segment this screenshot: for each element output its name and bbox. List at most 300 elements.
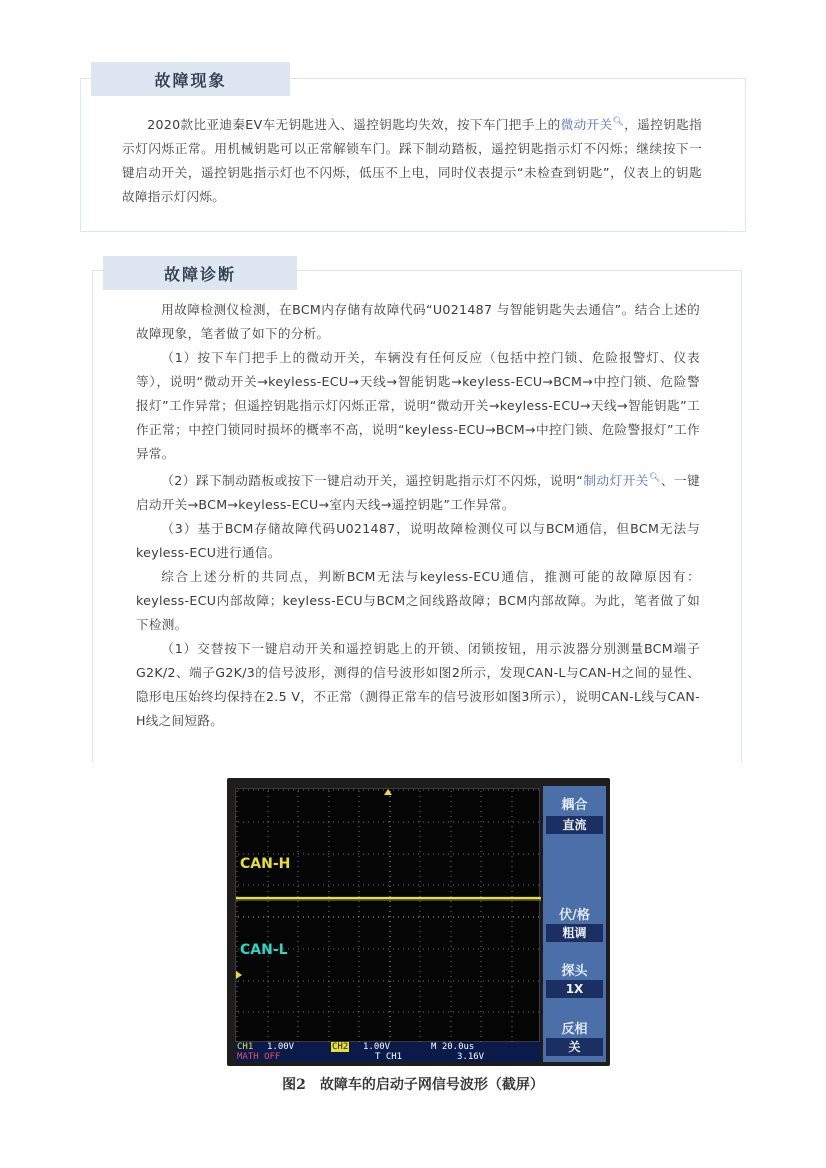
grid-dot — [329, 911, 330, 912]
grid-dot — [298, 906, 299, 907]
grid-dot — [453, 885, 454, 886]
grid-dot — [278, 822, 279, 823]
search-icon[interactable]: 🔍︎ — [648, 473, 661, 483]
grid-dot — [528, 981, 529, 982]
grid-dot — [451, 966, 452, 967]
grid-dot — [248, 822, 249, 823]
grid-dot — [503, 854, 504, 855]
grid-dot — [390, 841, 391, 842]
grid-dot — [298, 926, 299, 927]
grid-dot — [268, 822, 269, 823]
grid-dot — [298, 911, 299, 912]
grid-dot — [268, 891, 269, 892]
grid-dot — [359, 806, 360, 807]
grid-dot — [533, 854, 534, 855]
grid-dot — [390, 886, 391, 887]
grid-dot — [448, 822, 449, 823]
grid-dot — [481, 846, 482, 847]
grid-dot — [373, 949, 374, 950]
grid-dot — [298, 826, 299, 827]
grid-dot — [443, 917, 444, 918]
grid-dot — [473, 822, 474, 823]
grid-dot — [418, 822, 419, 823]
grid-dot — [538, 822, 539, 823]
grid-dot — [383, 822, 384, 823]
grid-dot — [420, 1026, 421, 1027]
grid-dot — [318, 981, 319, 982]
grid-dot — [420, 801, 421, 802]
grid-dot — [512, 816, 513, 817]
grid-dot — [323, 885, 324, 886]
grid-dot — [478, 949, 479, 950]
grid-dot — [238, 885, 239, 886]
grid-dot — [481, 866, 482, 867]
grid-dot — [468, 854, 469, 855]
grid-dot — [237, 836, 238, 837]
grid-dot — [448, 949, 449, 950]
grid-dot — [483, 822, 484, 823]
grid-dot — [329, 946, 330, 947]
grid-dot — [463, 822, 464, 823]
grid-dot — [493, 917, 494, 918]
grid-dot — [481, 961, 482, 962]
search-icon[interactable]: 🔍︎ — [612, 117, 625, 127]
grid-dot — [483, 1012, 484, 1013]
grid-dot — [237, 1026, 238, 1027]
grid-dot — [458, 790, 459, 791]
grid-dot — [298, 951, 299, 952]
grid-dot — [333, 981, 334, 982]
grid-dot — [293, 790, 294, 791]
grid-dot — [268, 1006, 269, 1007]
grid-dot — [493, 981, 494, 982]
grid-dot — [353, 1012, 354, 1013]
grid-dot — [453, 981, 454, 982]
grid-dot — [453, 917, 454, 918]
grid-dot — [258, 885, 259, 886]
grid-dot — [451, 961, 452, 962]
grid-dot — [390, 846, 391, 847]
grid-dot — [420, 911, 421, 912]
figure-caption: 图2 故障车的启动子网信号波形（截屏） — [282, 1077, 544, 1093]
grid-dot — [390, 951, 391, 952]
grid-dot — [273, 822, 274, 823]
grid-dot — [428, 981, 429, 982]
grid-dot — [512, 961, 513, 962]
grid-dot — [353, 854, 354, 855]
grid-dot — [390, 876, 391, 877]
grid-dot — [303, 790, 304, 791]
grid-dot — [451, 996, 452, 997]
grid-dot — [238, 790, 239, 791]
grid-dot — [298, 854, 299, 855]
grid-dot — [359, 796, 360, 797]
grid-dot — [538, 917, 539, 918]
grid-dot — [359, 986, 360, 987]
brake-light-switch-link[interactable]: 制动灯开关 — [583, 473, 649, 489]
grid-dot — [398, 822, 399, 823]
grid-dot — [328, 1012, 329, 1013]
grid-dot — [481, 881, 482, 882]
grid-dot — [408, 949, 409, 950]
grid-dot — [323, 949, 324, 950]
grid-dot — [512, 866, 513, 867]
grid-dot — [468, 822, 469, 823]
grid-dot — [493, 790, 494, 791]
grid-dot — [298, 976, 299, 977]
grid-dot — [503, 949, 504, 950]
grid-dot — [298, 896, 299, 897]
grid-dot — [481, 1001, 482, 1002]
grid-dot — [533, 1012, 534, 1013]
grid-dot — [368, 1012, 369, 1013]
grid-dot — [408, 885, 409, 886]
grid-dot — [237, 796, 238, 797]
grid-dot — [298, 931, 299, 932]
grid-dot — [420, 891, 421, 892]
grid-dot — [503, 1012, 504, 1013]
grid-dot — [420, 1031, 421, 1032]
grid-dot — [348, 1012, 349, 1013]
grid-dot — [298, 901, 299, 902]
grid-dot — [512, 886, 513, 887]
grid-dot — [451, 831, 452, 832]
grid-dot — [420, 931, 421, 932]
grid-dot — [390, 931, 391, 932]
grid-dot — [363, 854, 364, 855]
grid-dot — [481, 921, 482, 922]
grid-dot — [333, 1012, 334, 1013]
grid-dot — [390, 796, 391, 797]
grid-dot — [512, 951, 513, 952]
grid-dot — [451, 816, 452, 817]
timebase: M 20.0us — [431, 1042, 475, 1052]
grid-dot — [420, 941, 421, 942]
grid-dot — [373, 1012, 374, 1013]
grid-dot — [329, 901, 330, 902]
grid-dot — [268, 846, 269, 847]
grid-dot — [359, 876, 360, 877]
grid-dot — [359, 941, 360, 942]
grid-dot — [481, 931, 482, 932]
grid-dot — [451, 906, 452, 907]
grid-dot — [238, 949, 239, 950]
grid-dot — [323, 1012, 324, 1013]
grid-dot — [451, 976, 452, 977]
grid-dot — [359, 961, 360, 962]
grid-dot — [390, 826, 391, 827]
grid-dot — [308, 1012, 309, 1013]
grid-dot — [390, 1011, 391, 1012]
grid-dot — [483, 949, 484, 950]
grid-dot — [388, 917, 389, 918]
grid-dot — [238, 917, 239, 918]
grid-dot — [481, 996, 482, 997]
grid-dot — [298, 921, 299, 922]
grid-dot — [390, 871, 391, 872]
grid-dot — [298, 851, 299, 852]
grid-dot — [383, 854, 384, 855]
grid-dot — [333, 822, 334, 823]
grid-dot — [498, 917, 499, 918]
grid-dot — [237, 926, 238, 927]
grid-dot — [268, 881, 269, 882]
menu-probe-label[interactable]: 探头 — [561, 964, 588, 979]
grid-dot — [303, 917, 304, 918]
grid-dot — [390, 811, 391, 812]
grid-dot — [512, 1036, 513, 1037]
menu-invert-value[interactable]: 关 — [546, 1038, 603, 1056]
grid-dot — [438, 1012, 439, 1013]
grid-dot — [390, 881, 391, 882]
grid-dot — [448, 790, 449, 791]
grid-dot — [329, 826, 330, 827]
grid-dot — [512, 976, 513, 977]
microswitch-link[interactable]: 微动开关 — [560, 117, 613, 133]
grid-dot — [528, 917, 529, 918]
symptom-text-1: 2020款比亚迪秦EV车无钥匙进入、遥控钥匙均失效，按下车门把手上的 — [147, 117, 561, 133]
grid-dot — [418, 790, 419, 791]
grid-dot — [398, 854, 399, 855]
grid-dot — [333, 790, 334, 791]
grid-dot — [288, 1012, 289, 1013]
grid-dot — [258, 917, 259, 918]
grid-dot — [528, 1012, 529, 1013]
grid-dot — [329, 986, 330, 987]
grid-dot — [451, 1021, 452, 1022]
grid-dot — [263, 854, 264, 855]
grid-dot — [498, 854, 499, 855]
grid-dot — [533, 822, 534, 823]
grid-dot — [308, 790, 309, 791]
grid-dot — [523, 822, 524, 823]
grid-dot — [428, 949, 429, 950]
grid-dot — [298, 1036, 299, 1037]
menu-coupling-label[interactable]: 耦合 — [561, 798, 588, 813]
menu-volts-div-label[interactable]: 伏/格 — [559, 908, 590, 923]
grid-dot — [359, 1031, 360, 1032]
grid-dot — [329, 1001, 330, 1002]
grid-dot — [248, 917, 249, 918]
grid-dot — [413, 822, 414, 823]
menu-coupling-value[interactable]: 直流 — [546, 816, 603, 834]
grid-dot — [518, 885, 519, 886]
grid-dot — [343, 949, 344, 950]
grid-dot — [237, 1001, 238, 1002]
grid-dot — [283, 917, 284, 918]
grid-dot — [237, 996, 238, 997]
grid-dot — [237, 991, 238, 992]
grid-dot — [443, 790, 444, 791]
grid-dot — [390, 1006, 391, 1007]
grid-dot — [268, 790, 269, 791]
grid-dot — [268, 841, 269, 842]
grid-dot — [253, 790, 254, 791]
grid-dot — [359, 881, 360, 882]
diagnosis-text — [136, 298, 700, 733]
grid-dot — [258, 822, 259, 823]
grid-dot — [390, 946, 391, 947]
grid-dot — [298, 991, 299, 992]
grid-dot — [298, 1026, 299, 1027]
grid-dot — [359, 906, 360, 907]
grid-dot — [329, 936, 330, 937]
grid-dot — [383, 1012, 384, 1013]
grid-dot — [512, 831, 513, 832]
grid-dot — [420, 791, 421, 792]
can-h-label: CAN-H — [240, 856, 291, 872]
grid-dot — [298, 1021, 299, 1022]
grid-dot — [451, 991, 452, 992]
grid-dot — [248, 854, 249, 855]
grid-dot — [268, 991, 269, 992]
grid-dot — [468, 790, 469, 791]
grid-dot — [453, 854, 454, 855]
grid-dot — [237, 886, 238, 887]
grid-dot — [253, 981, 254, 982]
grid-dot — [313, 981, 314, 982]
grid-dot — [420, 841, 421, 842]
grid-dot — [390, 941, 391, 942]
grid-dot — [420, 951, 421, 952]
grid-dot — [538, 885, 539, 886]
grid-dot — [451, 1001, 452, 1002]
grid-dot — [513, 981, 514, 982]
grid-dot — [303, 981, 304, 982]
grid-dot — [268, 996, 269, 997]
grid-dot — [278, 854, 279, 855]
grid-dot — [512, 796, 513, 797]
grid-dot — [473, 854, 474, 855]
grid-dot — [298, 846, 299, 847]
grid-dot — [303, 885, 304, 886]
grid-dot — [390, 901, 391, 902]
grid-dot — [359, 791, 360, 792]
grid-dot — [268, 917, 269, 918]
grid-dot — [512, 926, 513, 927]
diagnosis-paragraph-5: 综合上述分析的共同点，判断BCM无法与keyless-ECU通信，推测可能的故障原因有：keyless-ECU内部故障；keyless-ECU与BCM之间线路故障；BCM内部故障。为此，笔者做了如下检测。 — [136, 569, 700, 633]
grid-dot — [420, 816, 421, 817]
grid-dot — [368, 885, 369, 886]
grid-dot — [268, 1026, 269, 1027]
grid-dot — [373, 885, 374, 886]
grid-dot — [378, 885, 379, 886]
grid-dot — [481, 831, 482, 832]
menu-volts-div-value[interactable]: 粗调 — [546, 924, 603, 942]
grid-dot — [283, 885, 284, 886]
grid-dot — [378, 822, 379, 823]
grid-dot — [473, 949, 474, 950]
grid-dot — [451, 861, 452, 862]
grid-dot — [323, 854, 324, 855]
grid-dot — [513, 790, 514, 791]
grid-dot — [359, 866, 360, 867]
grid-dot — [420, 901, 421, 902]
grid-dot — [329, 796, 330, 797]
grid-dot — [478, 854, 479, 855]
grid-dot — [403, 854, 404, 855]
grid-dot — [481, 826, 482, 827]
grid-dot — [420, 991, 421, 992]
grid-dot — [420, 996, 421, 997]
grid-dot — [458, 1012, 459, 1013]
grid-dot — [513, 854, 514, 855]
grid-dot — [243, 885, 244, 886]
grid-dot — [343, 790, 344, 791]
grid-dot — [478, 885, 479, 886]
grid-dot — [428, 822, 429, 823]
grid-dot — [258, 790, 259, 791]
grid-dot — [237, 891, 238, 892]
grid-dot — [363, 917, 364, 918]
grid-dot — [263, 917, 264, 918]
grid-dot — [329, 961, 330, 962]
grid-dot — [451, 796, 452, 797]
grid-dot — [308, 885, 309, 886]
grid-dot — [313, 885, 314, 886]
grid-dot — [237, 851, 238, 852]
grid-dot — [420, 886, 421, 887]
grid-dot — [268, 921, 269, 922]
grid-dot — [353, 981, 354, 982]
grid-dot — [420, 1021, 421, 1022]
grid-dot — [237, 946, 238, 947]
menu-probe-value[interactable]: 1X — [546, 980, 603, 998]
grid-dot — [481, 981, 482, 982]
grid-dot — [268, 885, 269, 886]
grid-dot — [538, 949, 539, 950]
grid-dot — [481, 841, 482, 842]
grid-dot — [390, 801, 391, 802]
grid-dot — [359, 1016, 360, 1017]
grid-dot — [359, 976, 360, 977]
grid-dot — [363, 949, 364, 950]
grid-dot — [481, 801, 482, 802]
grid-dot — [513, 949, 514, 950]
grid-dot — [243, 917, 244, 918]
grid-dot — [298, 806, 299, 807]
grid-dot — [481, 816, 482, 817]
grid-dot — [408, 790, 409, 791]
grid-dot — [451, 811, 452, 812]
grid-dot — [329, 1036, 330, 1037]
menu-invert-label[interactable]: 反相 — [561, 1022, 588, 1037]
grid-dot — [463, 1012, 464, 1013]
grid-dot — [512, 841, 513, 842]
grid-dot — [512, 891, 513, 892]
grid-dot — [390, 1031, 391, 1032]
grid-dot — [268, 806, 269, 807]
grid-dot — [368, 917, 369, 918]
grid-dot — [313, 822, 314, 823]
grid-dot — [237, 806, 238, 807]
grid-dot — [329, 896, 330, 897]
grid-dot — [329, 866, 330, 867]
grid-dot — [253, 822, 254, 823]
grid-dot — [493, 949, 494, 950]
grid-dot — [313, 854, 314, 855]
grid-dot — [481, 806, 482, 807]
grid-dot — [329, 836, 330, 837]
grid-dot — [318, 917, 319, 918]
grid-dot — [438, 854, 439, 855]
grid-dot — [338, 790, 339, 791]
grid-dot — [481, 1011, 482, 1012]
diagnosis-paragraph-1: 用故障检测仪检测，在BCM内存储有故障代码“U021487 与智能钥匙失去通信”。结合上述的故障现象，笔者做了如下的分析。 — [136, 302, 700, 341]
grid-dot — [478, 790, 479, 791]
grid-dot — [268, 976, 269, 977]
grid-dot — [512, 916, 513, 917]
